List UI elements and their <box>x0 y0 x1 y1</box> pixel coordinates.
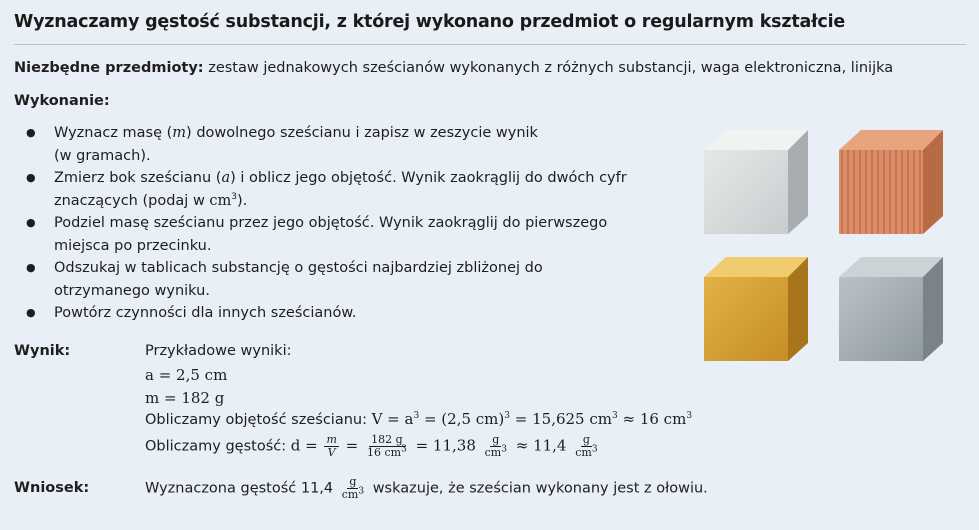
list-item: ● Wyznacz masę (m) dowolnego sześcianu i zapisz w zeszycie wynik (w gramach). <box>26 122 646 167</box>
conclusion-label: Wniosek: <box>14 480 90 496</box>
requirements-label: Niezbędne przedmioty: <box>14 60 204 76</box>
list-item: ● Zmierz bok sześcianu (a) i oblicz jego objętość. Wynik zaokrąglij do dwóch cyfr znaczących (podaj w $cm^3$). <box>26 167 646 212</box>
result-a: a = 2,5 cm <box>145 366 228 384</box>
lead-cube-image <box>835 253 947 365</box>
volume-line: Obliczamy objętość sześcianu: $V = a^3 = (2,5$ cm)$^3$ = 15,625 $cm^3 \approx 16$ $cm^3$ <box>145 410 693 428</box>
requirements-text: zestaw jednakowych sześcianów wykonanych z różnych substancji, waga elektroniczna, linijka <box>203 60 894 76</box>
page-title: Wyznaczamy gęstość substancji, z której wykonano przedmiot o regularnym kształcie <box>14 12 846 32</box>
result-m: m = 182 g <box>145 389 225 407</box>
list-item: ● Podziel masę sześcianu przez jego objętość. Wynik zaokrąglij do pierwszego miejsca po przecinku. <box>26 212 646 257</box>
cubes-illustration <box>690 118 975 378</box>
divider <box>14 44 966 45</box>
aluminium-cube-image <box>700 126 812 238</box>
result-label: Wynik: <box>14 343 71 359</box>
list-item: ● Odszukaj w tablicach substancję o gęstości najbardziej zbliżonej do otrzymanego wyniku. <box>26 257 646 302</box>
requirements <box>14 60 893 76</box>
procedure-heading: Wykonanie: <box>14 93 110 109</box>
list-item: ● Powtórz czynności dla innych sześcianów. <box>26 302 646 325</box>
steps-list <box>26 122 646 325</box>
wood-cube-image <box>835 126 947 238</box>
density-line: Obliczamy gęstość: d = $\frac{m}{V}$ = $\frac{182 g}{16 cm^3}$ = 11,38 $\frac{g}{cm^3}$ ≈ 11,4 $\frac{g}{cm^3}$ <box>145 433 598 459</box>
result-intro: Przykładowe wyniki: <box>145 343 292 359</box>
conclusion-text: Wyznaczona gęstość 11,4 $\frac{g}{cm^3}$ wskazuje, że sześcian wykonany jest z ołowiu. <box>145 475 708 501</box>
brass-cube-image <box>700 253 812 365</box>
